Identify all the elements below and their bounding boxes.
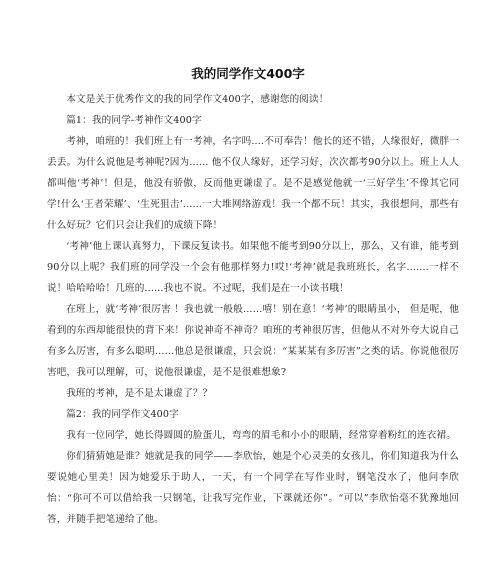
intro-paragraph: 本文是关于优秀作文的我的同学作文400字，感谢您的阅读！: [66, 94, 329, 105]
document-body: [47, 89, 459, 530]
section-heading-1: 篇1：我的同学-考神作文400字: [66, 115, 202, 126]
body-paragraph: 我有一位同学，她长得圆圆的脸蛋儿，弯弯的眉毛和小小的眼睛，经常穿着粉红的连衣裙。: [66, 430, 456, 441]
section-heading-2: 篇2：我的同学作文400字: [66, 409, 179, 420]
body-paragraph: 我班的考神，是不是太谦虚了？？: [66, 388, 213, 399]
body-paragraph: ‘考神’他上课认真努力，下课反复读书。如果他不能考到90分以上，那么，又有谁，能考到90分以上呢？我们班的同学没一个会有他那样努力!哎!‘考神’就是我班班长，名字.......一样不说！哈哈哈哈！几班的......我也不说。不过呢，我们是在一小读书哦！: [47, 241, 459, 294]
body-paragraph: 你们猜猜她是谁？她就是我的同学——李欣怡，她是个心灵美的女孩儿，你们知道我为什么要说她心里美！因为她爱乐于助人，一天，有一个同学在写作业时，钢笔没水了，他问李欣怡：“你可不可以借给我一只钢笔，让我写完作业，下课就还你”。“可以”李欣怡毫不犹豫地回答，并随手把笔递给了他。: [47, 451, 459, 525]
body-paragraph: 考神，咱班的！我们班上有一考神，名字吗....不可奉告！他长的还不错，人缘很好，微胖一丢丢。为什么说他是考神呢?因为...... 他不仅人缘好，还学习好，次次都考90分以上。班上人人都叫他‘考神’！但是，他没有骄傲，反而他更谦虚了。是不是感觉他就一‘三好学生’不像其它同学!什么‘王者荣耀’、‘生死狙击’......一大堆网络游戏！我一个都不玩！其实，我很想问，那些有什么好玩？它们只会让我们的成绩下降！: [47, 136, 459, 231]
document-title: 我的同学作文400字: [191, 66, 305, 81]
body-paragraph: 在班上，就‘考神’很厉害 ！我也就一般般……嘻！别在意！‘考神’的眼睛虽小， 但是呢，他看到的东西却能很快的背下来！你说神奇不神奇？咱班的考神很厉害，但他从不对外夸大说自己有多么厉害，有多么聪明……他总是很谦虚，只会说：“某某某有多厉害”之类的话。你说他很厉害吧，我可以理解，可，说他很谦虚，是不是很难想象?: [47, 304, 459, 378]
